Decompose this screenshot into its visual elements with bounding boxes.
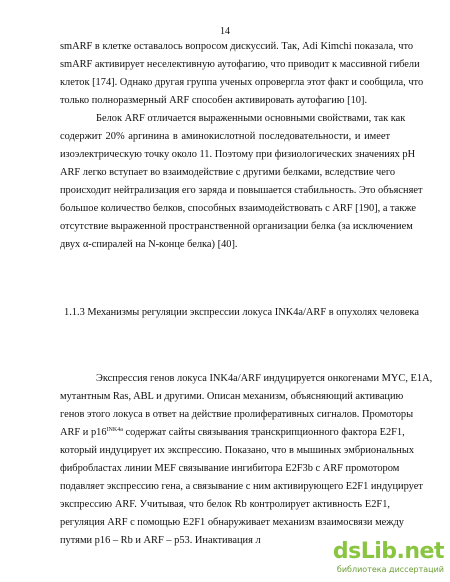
paragraph-2-line: происходит нейтрализация его заряда и повышается стабильность. Это объясняет: [60, 185, 423, 196]
paragraph-3-line: который индуцирует их экспрессию. Показано, что в мышиных эмбриональных: [60, 445, 415, 456]
paragraph-1-line: smARF активирует неселективную аутофагию, что приводит к массивной гибели: [60, 59, 420, 70]
paragraph-3-line: генов этого локуса в ответ на действие пролиферативных сигналов. Промоторы: [60, 409, 414, 420]
paragraph-3-line: мутантным Ras, ABL и другими. Описан механизм, объясняющий активацию: [60, 391, 404, 402]
watermark: [332, 540, 444, 578]
paragraph-1-line: smARF в клетке оставалось вопросом дискуссий. Так, Adi Kimchi показала, что: [60, 41, 414, 52]
superscript-ink4a: INK4a: [106, 427, 123, 433]
paragraph-1-line: только полноразмерный ARF способен активировать аутофагию [10].: [60, 95, 368, 106]
paragraph-3-line: фибробластах линии MEF связывание ингибитора E2F3b с ARF промотором: [60, 463, 400, 474]
line-continuation: содержат сайты связывания транскрипционного фактора E2F1,: [122, 427, 405, 438]
paragraph-3-line: [60, 426, 405, 440]
paragraph-3-line: экспрессию ARF. Учитывая, что белок Rb контролирует активность E2F1,: [60, 499, 390, 510]
paragraph-2-line: изоэлектрическую точку около 11. Поэтому при физиологических значениях pH: [60, 149, 416, 160]
paragraph-2-line: Белок ARF отличается выраженными основными свойствами, так как: [96, 113, 406, 124]
section-heading: 1.1.3 Механизмы регуляции экспрессии локуса INK4a/ARF в опухолях человека: [64, 307, 419, 318]
paragraph-2-line: отсутствие выраженной пространственной организации белка (за исключением: [60, 221, 413, 232]
paragraph-3-line: регуляция ARF с помощью E2F1 обнаруживает механизм взаимосвязи между: [60, 517, 404, 528]
paragraph-2-line: большое количество белков, способных взаимодействовать с ARF [190], а также: [60, 203, 417, 214]
gene-arf-p16: ARF и p16: [60, 427, 107, 438]
watermark-logo: dsLib.net: [332, 539, 444, 564]
paragraph-3-line: Экспрессия генов локуса INK4a/ARF индуцируется онкогенами MYC, E1A,: [96, 373, 433, 384]
paragraph-2-line: содержит 20% аргинина в аминокислотной последовательности, и имеет: [60, 131, 390, 142]
paragraph-2-line: ARF легко вступает во взаимодействие с другими белками, вследствие чего: [60, 167, 396, 178]
paragraph-3-line: путями p16 – Rb и ARF – p53. Инактивация л: [60, 535, 261, 546]
paragraph-1-line: клеток [174]. Однако другая группа ученых опровергла этот факт и сообщила, что: [60, 77, 424, 88]
watermark-tagline: библиотека диссертаций: [336, 565, 444, 574]
paragraph-2-line: двух α-спиралей на N-конце белка) [40].: [60, 239, 238, 250]
paragraph-3-line: подавляет экспрессию гена, а связывание с ним активирующего E2F1 индуцирует: [60, 481, 423, 492]
page-number: 14: [220, 26, 230, 37]
